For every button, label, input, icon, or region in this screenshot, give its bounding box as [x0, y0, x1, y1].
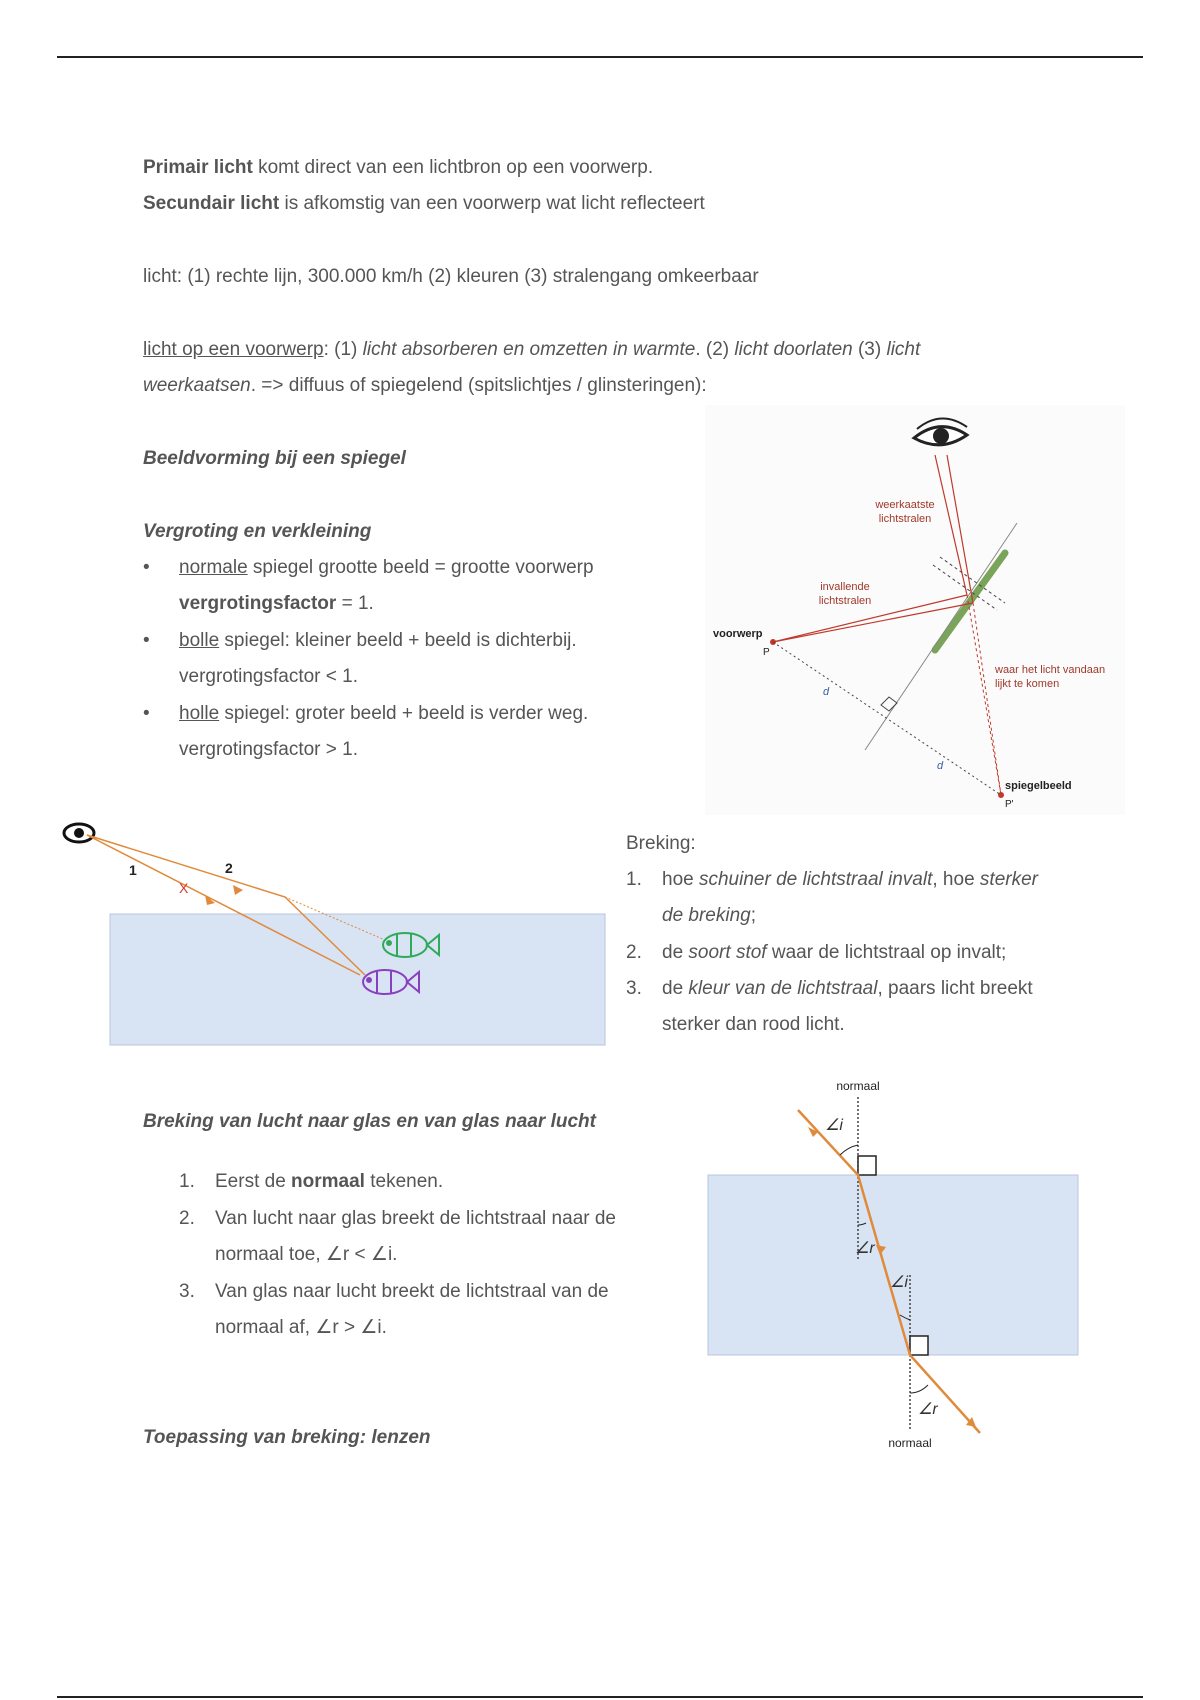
bullet-concave: [143, 696, 588, 732]
item-text-a: Van glas naar lucht breekt de lichtstraal van de: [215, 1281, 609, 1302]
label-p-prime: P': [1005, 799, 1014, 810]
top-rule: [57, 56, 1143, 58]
right-angle-box-top: [858, 1156, 876, 1175]
item-text-b: normaal: [291, 1171, 365, 1192]
item-text-a: Eerst de: [215, 1171, 292, 1192]
secondary-light-line: [143, 186, 705, 222]
bullet-term: normale: [179, 557, 248, 578]
glass-item-1: [179, 1164, 443, 1200]
label-apparent-1: waar het licht vandaan: [995, 664, 1106, 676]
bottom-rule: [57, 1696, 1143, 1698]
label-incident-2: lichtstralen: [818, 595, 872, 607]
glass-diagram: [700, 1075, 1085, 1450]
glass-item-3-line2: normaal af, ∠r > ∠i.: [215, 1317, 387, 1338]
right-angle-box-bottom: [910, 1336, 928, 1355]
object-rest: . => diffuus of spiegelend (spitslichtjes / glinsteringen):: [250, 375, 707, 396]
glass-item-3: [179, 1274, 609, 1310]
label-angle-r-top: ∠r: [855, 1240, 875, 1257]
object-absorb: licht absorberen en omzetten in warmte: [362, 339, 696, 360]
object-part1: : (1): [323, 339, 363, 360]
mirror-heading: Beeldvorming bij een spiegel: [143, 448, 406, 469]
primary-text: komt direct van een lichtbron op een voorwerp.: [252, 157, 654, 178]
glass-item-2-line2: normaal toe, ∠r < ∠i.: [215, 1244, 398, 1265]
item-text-c: , hoe: [932, 869, 980, 890]
glass-block: [708, 1175, 1078, 1355]
item-text-b: schuiner de lichtstraal invalt: [698, 869, 933, 890]
object-reflect-a: licht: [886, 339, 921, 360]
refraction-item-3: [626, 971, 1033, 1007]
item-text-c: tekenen.: [364, 1171, 444, 1192]
light-on-object-line1: [143, 332, 920, 368]
item-text-d: sterker: [979, 869, 1038, 890]
label-image: spiegelbeeld: [1005, 780, 1072, 792]
item-text-a: Van lucht naar glas breekt de lichtstraal naar de: [215, 1208, 616, 1229]
bullet-dot: •: [143, 703, 150, 724]
eye-icon: [64, 824, 94, 842]
item-number: 2.: [179, 1208, 195, 1229]
item-text-a: hoe: [662, 869, 699, 890]
secondary-term: Secundair licht: [143, 193, 280, 214]
object-part3: (3): [852, 339, 887, 360]
label-angle-i-bottom: ∠i: [890, 1274, 908, 1291]
label-reflected-1: weerkaatste: [875, 499, 935, 511]
label-apparent-2: lijkt te komen: [995, 678, 1060, 690]
bullet-convex: [143, 623, 577, 659]
bullet-dot: •: [143, 630, 150, 651]
item-number: 1.: [179, 1171, 195, 1192]
primary-light-line: [143, 150, 653, 186]
magnification-heading: Vergroting en verkleining: [143, 521, 372, 542]
label-d-2: d: [937, 760, 944, 772]
label-incident-1: invallende: [820, 581, 870, 593]
object-part2: . (2): [695, 339, 735, 360]
bullet-text: spiegel: groter beeld + beeld is verder weg.: [219, 703, 589, 724]
label-d-1: d: [823, 686, 830, 698]
glass-heading: Breking van lucht naar glas en van glas naar lucht: [143, 1111, 596, 1132]
label-object: voorwerp: [713, 628, 763, 640]
item-text-a: de: [662, 942, 689, 963]
item-text-b: soort stof: [688, 942, 767, 963]
lenses-heading: Toepassing van breking: lenzen: [143, 1427, 431, 1448]
item-text-c: waar de lichtstraal op invalt;: [766, 942, 1007, 963]
blocked-ray-mark: X: [179, 880, 189, 896]
bullet-concave-line2: vergrotingsfactor > 1.: [179, 739, 359, 760]
bullet-text: spiegel: kleiner beeld + beeld is dichterbij.: [219, 630, 577, 651]
item-number: 3.: [179, 1281, 195, 1302]
refraction-title: Breking:: [626, 833, 696, 854]
bullet-normal: [143, 550, 594, 586]
object-label: licht op een voorwerp: [143, 339, 324, 360]
ray-arrow-2: [233, 885, 243, 895]
object-pass: licht doorlaten: [734, 339, 853, 360]
secondary-text: is afkomstig van een voorwerp wat licht reflecteert: [279, 193, 705, 214]
bullet-line2: = 1.: [336, 593, 374, 614]
ray-label-1: 1: [129, 862, 137, 878]
item-text-c: , paars licht breekt: [877, 978, 1033, 999]
label-reflected-2: lichtstralen: [878, 513, 932, 525]
bullet-text: spiegel grootte beeld = grootte voorwerp: [247, 557, 594, 578]
label-p: P: [763, 647, 770, 658]
refraction-item-2: [626, 935, 1006, 971]
bullet-term: holle: [179, 703, 220, 724]
bullet-dot: •: [143, 557, 150, 578]
bullet-convex-line2: vergrotingsfactor < 1.: [179, 666, 359, 687]
light-properties: licht: (1) rechte lijn, 300.000 km/h (2) kleuren (3) stralengang omkeerbaar: [143, 266, 759, 287]
angle-arc-r-bottom: [910, 1385, 928, 1393]
light-on-object-line2: [143, 368, 707, 404]
item-text-b: kleur van de lichtstraal: [688, 978, 878, 999]
bullet-line2-bold: vergrotingsfactor: [179, 593, 337, 614]
refraction-item-1-line2: [662, 898, 756, 934]
primary-term: Primair licht: [143, 157, 253, 178]
bullet-term: bolle: [179, 630, 220, 651]
label-normal-bottom: normaal: [888, 1436, 932, 1450]
label-angle-i-top: ∠i: [825, 1117, 843, 1134]
item-number: 1.: [626, 869, 642, 890]
item-text-e: de breking: [662, 905, 751, 926]
refraction-item-1: [626, 862, 1038, 898]
item-number: 2.: [626, 942, 642, 963]
refraction-item-3-line2: sterker dan rood licht.: [662, 1014, 845, 1035]
label-angle-r-bottom: ∠r: [918, 1401, 938, 1418]
mirror-diagram-bg: [705, 405, 1125, 815]
glass-item-2: [179, 1201, 616, 1237]
label-normal-top: normaal: [836, 1079, 880, 1093]
mirror-diagram: [705, 405, 1125, 815]
ray-label-2: 2: [225, 860, 233, 876]
item-number: 3.: [626, 978, 642, 999]
item-text-a: de: [662, 978, 689, 999]
bullet-normal-line2: [179, 586, 374, 622]
item-text-f: ;: [750, 905, 757, 926]
water-area: [110, 914, 605, 1045]
object-reflect-b: weerkaatsen: [143, 375, 251, 396]
fish-diagram: [55, 815, 615, 1050]
angle-arc-i-top: [840, 1145, 858, 1155]
